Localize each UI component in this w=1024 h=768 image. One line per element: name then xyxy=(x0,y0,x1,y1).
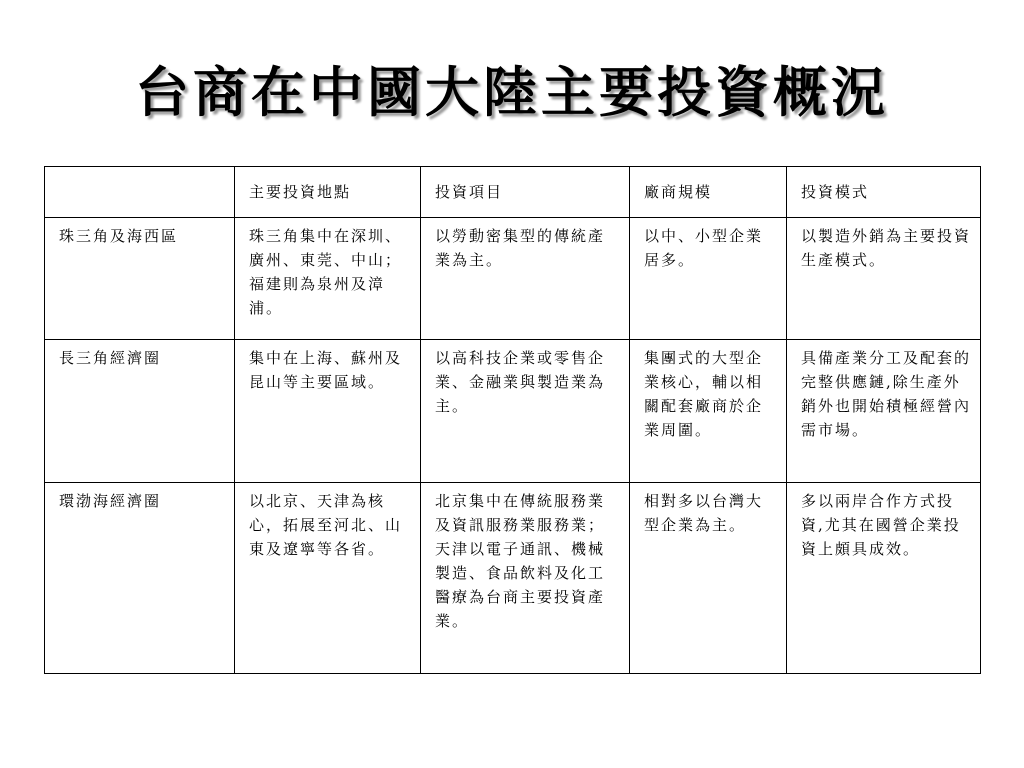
items-cell: 以勞動密集型的傳統產業為主。 xyxy=(421,218,630,340)
location-cell: 以北京、天津為核心，拓展至河北、山東及遼寧等各省。 xyxy=(235,483,421,674)
items-cell: 以高科技企業或零售企業、金融業與製造業為主。 xyxy=(421,340,630,483)
region-cell: 珠三角及海西區 xyxy=(45,218,235,340)
investment-table xyxy=(44,166,981,674)
scale-cell: 相對多以台灣大型企業為主。 xyxy=(630,483,787,674)
region-cell: 長三角經濟圈 xyxy=(45,340,235,483)
region-cell: 環渤海經濟圈 xyxy=(45,483,235,674)
header-cell-blank xyxy=(45,167,235,218)
table-row xyxy=(45,483,981,674)
items-cell: 北京集中在傳統服務業及資訊服務業服務業；天津以電子通訊、機械製造、食品飲料及化工醫療為台商主要投資產業。 xyxy=(421,483,630,674)
location-cell: 珠三角集中在深圳、廣州、東莞、中山；福建則為泉州及漳浦。 xyxy=(235,218,421,340)
mode-cell: 以製造外銷為主要投資生產模式。 xyxy=(787,218,981,340)
header-cell-items: 投資項目 xyxy=(421,167,630,218)
scale-cell: 集團式的大型企業核心，輔以相關配套廠商於企業周圍。 xyxy=(630,340,787,483)
table-header-row xyxy=(45,167,981,218)
table-row xyxy=(45,340,981,483)
scale-cell: 以中、小型企業居多。 xyxy=(630,218,787,340)
slide-title: 台商在中國大陸主要投資概況 xyxy=(135,60,889,124)
table-row xyxy=(45,218,981,340)
header-cell-mode: 投資模式 xyxy=(787,167,981,218)
location-cell: 集中在上海、蘇州及昆山等主要區域。 xyxy=(235,340,421,483)
mode-cell: 多以兩岸合作方式投資,尤其在國營企業投資上頗具成效。 xyxy=(787,483,981,674)
header-cell-scale: 廠商規模 xyxy=(630,167,787,218)
header-cell-location: 主要投資地點 xyxy=(235,167,421,218)
mode-cell: 具備產業分工及配套的完整供應鏈,除生產外銷外也開始積極經營內需市場。 xyxy=(787,340,981,483)
